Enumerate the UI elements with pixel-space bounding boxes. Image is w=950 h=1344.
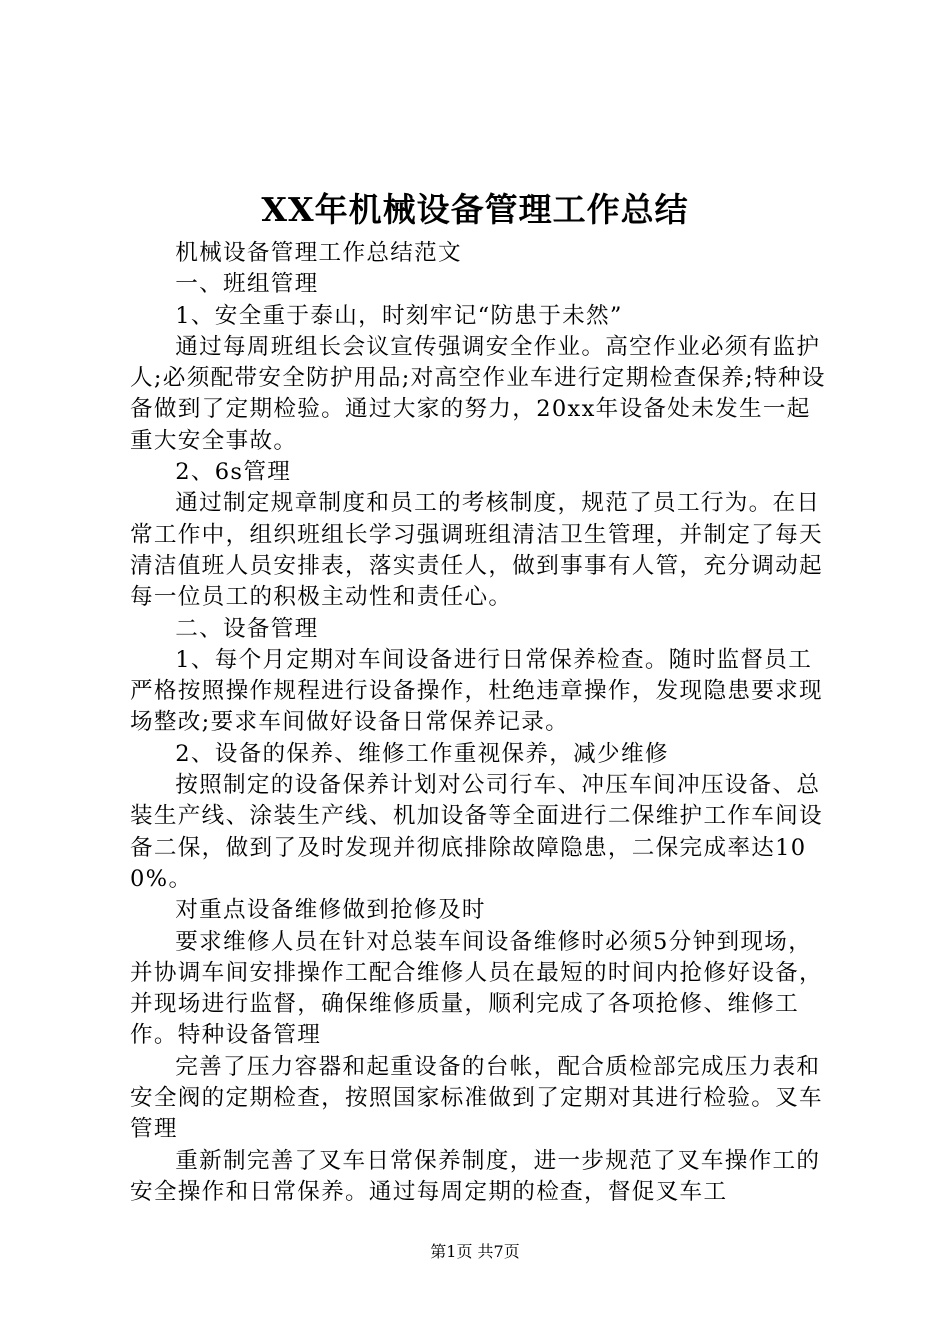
- paragraph: 通过每周班组长会议宣传强调安全作业。高空作业必须有监护人;必须配带安全防护用品;对高空作业车进行定期检查保养;特种设备做到了定期检验。通过大家的努力，20xx年设备处未发生一起重大安全事故。: [130, 333, 826, 454]
- subsection-heading: 1、安全重于泰山，时刻牢记“防患于未然”: [175, 302, 623, 329]
- section-heading: 一、班组管理: [175, 271, 319, 298]
- paragraph: 重新制完善了叉车日常保养制度，进一步规范了叉车操作工的安全操作和日常保养。通过每周定期的检查，督促叉车工: [130, 1147, 821, 1205]
- paragraph: 1、每个月定期对车间设备进行日常保养检查。随时监督员工严格按照操作规程进行设备操作，杜绝违章操作，发现隐患要求现场整改;要求车间做好设备日常保养记录。: [130, 646, 823, 736]
- page-number-footer: 第1页 共7页: [430, 1242, 520, 1261]
- paragraph: 通过制定规章制度和员工的考核制度，规范了员工行为。在日常工作中，组织班组长学习强调班组清洁卫生管理，并制定了每天清洁值班人员安排表，落实责任人，做到事事有人管，充分调动起每一位员工的积极主动性和责任心。: [130, 490, 823, 611]
- paragraph: 要求维修人员在针对总装车间设备维修时必须5分钟到现场，并协调车间安排操作工配合维修人员在最短的时间内抢修好设备，并现场进行监督，确保维修质量，顺利完成了各项抢修、维修工作。特种设备管理: [130, 928, 823, 1049]
- subsection-heading: 对重点设备维修做到抢修及时: [175, 897, 486, 924]
- document-title: XX年机械设备管理工作总结: [261, 190, 689, 229]
- section-heading: 二、设备管理: [175, 615, 319, 642]
- paragraph: 按照制定的设备保养计划对公司行车、冲压车间冲压设备、总装生产线、涂装生产线、机加设备等全面进行二保维护工作车间设备二保，做到了及时发现并彻底排除故障隐患，二保完成率达100%。: [130, 772, 823, 892]
- subsection-heading: 2、设备的保养、维修工作重视保养，减少维修: [175, 740, 669, 767]
- paragraph: 机械设备管理工作总结范文: [175, 240, 462, 266]
- document-body: [130, 238, 830, 1208]
- subsection-heading: 2、6s管理: [175, 459, 292, 486]
- paragraph: 完善了压力容器和起重设备的台帐，配合质检部完成压力表和安全阀的定期检查，按照国家标准做到了定期对其进行检验。叉车管理: [130, 1053, 823, 1143]
